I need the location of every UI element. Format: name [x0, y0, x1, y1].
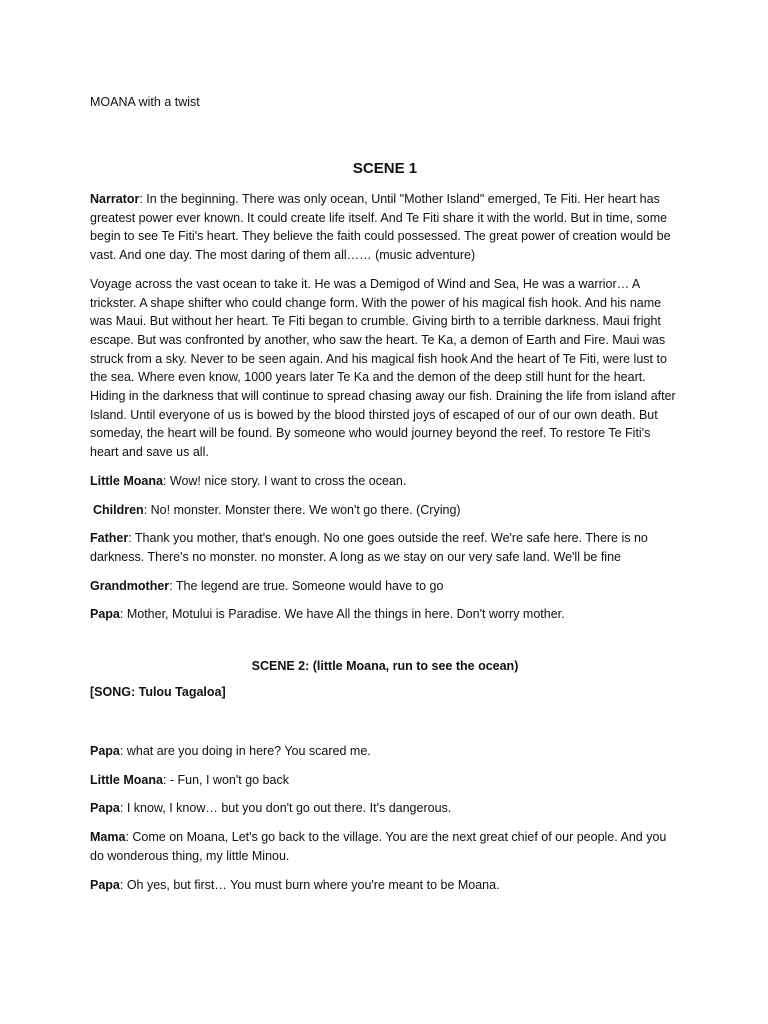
narration-paragraph [90, 275, 680, 462]
dialogue-text: : Thank you mother, that's enough. No one goes outside the reef. We're safe here. There is no darkness. There's no monster. no monster. A long as we stay on our very safe land. We'll be fine [90, 531, 648, 564]
dialogue-line [90, 472, 680, 491]
dialogue-text: : - Fun, I won't go back [162, 772, 289, 787]
dialogue-text: : Mother, Motului is Paradise. We have All the things in here. Don't worry mother. [119, 607, 565, 622]
speaker-name: Papa [90, 744, 120, 759]
dialogue-text: : In the beginning. There was only ocean, Until "Mother Island" emerged, Te Fiti. Her heart has greatest power ever known. It could create life itself. And Te Fiti share it with the world. But in time, some begin to see Te Fiti's heart. They believe the faith could possessed. The great power of creation would be vast. And one day. The most daring of them all…… (music adventure) [90, 192, 671, 263]
dialogue-text: : what are you doing in here? You scared me. [119, 744, 371, 759]
speaker-name: Mama [90, 830, 126, 845]
speaker-name: Children [93, 502, 144, 517]
dialogue-line [90, 190, 680, 265]
dialogue-text: : Wow! nice story. I want to cross the ocean. [162, 473, 407, 488]
dialogue-line [90, 828, 680, 865]
song-cue: [SONG: Tulou Tagaloa] [90, 685, 226, 700]
dialogue-line [90, 771, 680, 790]
dialogue-line [90, 605, 680, 624]
dialogue-line [90, 742, 680, 761]
dialogue-line [90, 529, 680, 566]
dialogue-line [90, 876, 680, 895]
speaker-name: Papa [90, 877, 120, 892]
dialogue-text: Voyage across the vast ocean to take it. He was a Demigod of Wind and Sea, He was a warrior… A trickster. A shape shifter who could change form. With the power of his magical fish hook. And his name was Maui. But without her heart. Te Fiti began to crumble. Giving birth to a terrible darkness. Maui fright escape. But was confronted by another, who saw the heart. Te Ka, a demon of Earth and Fire. Maui was struck from a sky. Never to be seen again. And his magical fish hook And the heart of Te Fiti, were lust to the sea. Where even know, 1000 years later Te Ka and the demon of the deep still hunt for the heart. Hiding in the darkness that will continue to spread chasing away our fish. Draining the life from island after Island. Until everyone of us is bowed by the blood thirsted joys of escaped of our of our own death. But someday, the heart will be found. By someone who would journey beyond the reef. To restore Te Fiti's heart and save us all. [90, 276, 676, 460]
dialogue-line [90, 501, 680, 520]
dialogue-text: : Come on Moana, Let's go back to the village. You are the next great chief of our people. And you do wonderous thing, my little Minou. [90, 830, 667, 863]
dialogue-text: : Oh yes, but first… You must burn where you're meant to be Moana. [119, 877, 500, 892]
speaker-name: Little Moana [90, 473, 163, 488]
dialogue-line [90, 799, 680, 818]
dialogue-text: : I know, I know… but you don't go out there. It's dangerous. [119, 801, 452, 816]
document-page [90, 94, 680, 904]
speaker-name: Father [90, 531, 129, 546]
speaker-name: Papa [90, 607, 120, 622]
scene-2-heading: SCENE 2: (little Moana, run to see the ocean) [251, 659, 519, 674]
speaker-name: Little Moana [90, 772, 163, 787]
speaker-name: Papa [90, 801, 120, 816]
document-title: MOANA with a twist [90, 95, 200, 109]
speaker-name: Grandmother [90, 578, 170, 593]
scene-1-heading: SCENE 1 [352, 160, 418, 177]
dialogue-text: : No! monster. Monster there. We won't go there. (Crying) [143, 502, 461, 517]
dialogue-text: : The legend are true. Someone would have to go [169, 578, 444, 593]
dialogue-line [90, 577, 680, 596]
speaker-name: Narrator [90, 192, 140, 206]
